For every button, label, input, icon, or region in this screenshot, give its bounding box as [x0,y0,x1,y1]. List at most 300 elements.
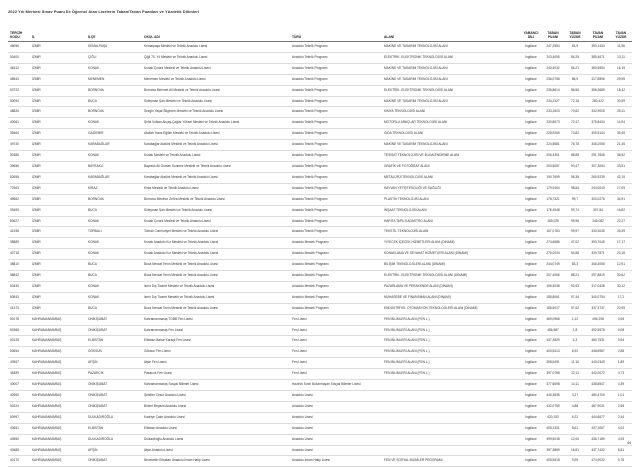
cell-taban-puan: 179,9454 [542,183,564,194]
cell-tavan-yuzde: 0,05 [610,314,632,325]
cell-dil: İngilizce [520,369,542,380]
cell-taban-puan: 274,6686 [542,238,564,249]
cell-alan: İNŞAAT TEKNOLOJİSİ ALANI [382,205,520,216]
cell-ilce: ONİKİŞUBAT [86,314,142,325]
cell-taban-yuzde: 97,44 [564,292,586,303]
cell-il: İZMİR [30,129,86,140]
cell-dil: İngilizce [520,260,542,271]
cell-il: KAHRAMANMARAŞ [30,314,86,325]
cell-tavan-yuzde: 3,73 [610,369,632,380]
cell-okul: Kadriye Çakır Anadolu Lisesi [142,412,290,423]
results-table [8,30,632,467]
cell-ilce: BAYRAKLI [86,161,142,172]
cell-tavan-yuzde: 18,42 [610,85,632,96]
cell-dil: İngilizce [520,347,542,358]
cell-taban-yuzde: 97,62 [564,303,586,314]
cell-code: 39495 [8,205,30,216]
cell-taban-puan: 230,8073 [542,118,564,129]
cell-taban-yuzde: 14,11 [564,380,586,391]
cell-dil: İngilizce [520,140,542,151]
cell-okul: Elbistan Anadolu Lisesi [142,423,290,434]
cell-ilce: KARABAĞLAR [86,172,142,183]
cell-il: KAHRAMANMARAŞ [30,369,86,380]
cell-il: KAHRAMANMARAŞ [30,412,86,423]
cell-il: İZMİR [30,281,86,292]
table-row [8,325,632,336]
cell-taban-yuzde: 3,27 [564,391,586,402]
cell-ilce: PAZARCIK [86,369,142,380]
cell-taban-puan: 203,5087 [542,161,564,172]
cell-okul: Afşin Fen Lisesi [142,358,290,369]
cell-alan: TESİSAT TEKNOLOJİSİ VE İKLİMLENDİRME ALANI [382,151,520,162]
cell-tavan-puan: 330,3045 [586,227,610,238]
cell-tavan-yuzde: 0,75 [610,456,632,467]
table-row [8,347,632,358]
cell-tur: Anadolu Teknik Programı [290,183,382,194]
cell-taban-yuzde: 99,74 [564,205,586,216]
header-ilce: İLÇE [86,30,142,42]
cell-tavan-yuzde: 4,93 [610,434,632,445]
cell-tavan-yuzde: 25,11 [610,107,632,118]
cell-il: İZMİR [30,151,86,162]
cell-tur: Fen Lisesi [290,347,382,358]
cell-tur: Anadolu Meslek Programı [290,281,382,292]
cell-code: 60843 [8,292,30,303]
cell-tur: Anadolu Teknik Programı [290,151,382,162]
table-row [8,260,632,271]
cell-taban-puan: 244,0749 [542,260,564,271]
cell-dil: İngilizce [520,314,542,325]
table-row [8,281,632,292]
cell-il: İZMİR [30,161,86,172]
cell-dil: İngilizce [520,238,542,249]
cell-okul: Kiraz Mesleki ve Teknik Anadolu Lisesi [142,183,290,194]
cell-taban-puan: 167,0783 [542,227,564,238]
cell-taban-puan: 377,6698 [542,380,564,391]
cell-dil: İngilizce [520,271,542,282]
cell-tavan-puan: 340,0754 [586,292,610,303]
cell-taban-puan: 178,7321 [542,194,564,205]
cell-code: 50224 [8,401,30,412]
cell-tur: Anadolu Lisesi [290,391,382,402]
cell-code: 60430 [8,281,30,292]
cell-taban-yuzde: 84,28 [564,52,586,63]
cell-dil: İngilizce [520,336,542,347]
cell-alan: FEN BİLİMLERİ ALANI (FEN L.) [382,369,520,380]
cell-okul: Bornova Mehmet Ali Mesleki ve Teknik Anadolu Lisesi [142,85,290,96]
cell-alan: MAKİNE VE TASARIM TEKNOLOJİSİ ALANI [382,140,520,151]
cell-okul: Buca Nevzat Tenin Mesleki ve Teknik Anadolu Lisesi [142,260,290,271]
cell-tavan-yuzde: 16,19 [610,63,632,74]
cell-okul: Bülent Beyazıt Anadolu Lisesi [142,401,290,412]
cell-okul: Elbistan Bahar Karaçil Fen Lisesi [142,336,290,347]
cell-tavan-yuzde: 0,54 [610,336,632,347]
cell-taban-puan: 399,5018 [542,434,564,445]
cell-il: KAHRAMANMARAŞ [30,445,86,456]
cell-tur: Anadolu Teknik Programı [290,107,382,118]
cell-tavan-puan: 317,8596 [586,74,610,85]
table-row [8,118,632,129]
cell-il: İZMİR [30,205,86,216]
cell-code: 46312 [8,63,30,74]
cell-dil: İngilizce [520,303,542,314]
cell-taban-yuzde: 1,8 [564,325,586,336]
cell-code: 80627 [8,216,30,227]
table-row [8,412,632,423]
cell-code: 48826 [8,107,30,118]
table-row [8,227,632,238]
table-row [8,401,632,412]
cell-ilce: KONAK [86,292,142,303]
cell-taban-puan: 206,3301 [542,151,564,162]
table-row [8,434,632,445]
cell-il: KAHRAMANMARAŞ [30,347,86,358]
cell-alan: MAKİNE VE TASARIM TEKNOLOJİSİ ALANI [382,63,520,74]
cell-tavan-yuzde: 25,39 [610,227,632,238]
cell-tavan-puan: 438,8547 [586,380,610,391]
cell-tur: Fen Lisesi [290,358,382,369]
cell-alan: MAKİNE VE TASARIM TEKNOLOJİSİ ALANI [382,42,520,53]
cell-tavan-yuzde: 0,08 [610,325,632,336]
cell-tavan-puan: 244,0043 [586,183,610,194]
table-row [8,74,632,85]
table-row [8,140,632,151]
cell-okul: Afşin Anadolu Lisesi [142,445,290,456]
cell-taban-yuzde: 1,12 [564,314,586,325]
cell-dil: İngilizce [520,107,542,118]
cell-tavan-yuzde: 2,85 [610,347,632,358]
table-row [8,42,632,53]
cell-tavan-puan: 380,5954 [586,63,610,74]
cell-tavan-yuzde: 30,62 [610,271,632,282]
cell-taban-yuzde: 86,9 [564,74,586,85]
cell-tavan-puan: 443,0349 [586,358,610,369]
cell-code: 38889 [8,238,30,249]
cell-tavan-yuzde: 42,15 [610,172,632,183]
cell-taban-puan: 234,2327 [542,96,564,107]
cell-okul: Süleyman Şah Mesleki ve Teknik Anadolu Lisesi [142,205,290,216]
cell-code: 48459 [8,369,30,380]
cell-code: 50722 [8,85,30,96]
table-body [8,42,632,467]
cell-tur: Fen Lisesi [290,336,382,347]
cell-taban-puan: 169,025 [542,216,564,227]
cell-okul: Pazarcık Fen Lisesi [142,369,290,380]
table-row [8,391,632,402]
cell-tur: Anadolu Meslek Programı [290,303,382,314]
cell-dil: İngilizce [520,85,542,96]
cell-dil: İngilizce [520,358,542,369]
cell-code: 38842 [8,271,30,282]
cell-alan: MAKİNE VE TASARIM TEKNOLOJİSİ ALANI [382,96,520,107]
cell-tur: Fen Lisesi [290,325,382,336]
cell-okul: Torbalı Cumhuriyet Mesleki ve Teknik Anadolu Lisesi [142,227,290,238]
cell-okul: İzmir Dış Ticaret Mesleki ve Teknik Anadolu Lisesi [142,292,290,303]
document-title: 2022 Yılı Merkezi Sınav Puanı İle Öğrenci Alan Liselerin Taban/Tavan Puanları ve Yüzdelik Dilimleri [8,9,200,14]
cell-tavan-yuzde: 4,39 [610,380,632,391]
cell-alan [382,391,520,402]
table-header-row [8,30,632,42]
cell-taban-puan: 190,7699 [542,172,564,183]
cell-code: 50094 [8,96,30,107]
table-row [8,63,632,74]
cell-il: İZMİR [30,216,86,227]
cell-dil: İngilizce [520,456,542,467]
cell-alan: FEN BİLİMLERİ ALANI (FEN L.) [382,314,520,325]
cell-dil: İngilizce [520,216,542,227]
cell-dil: İngilizce [520,249,542,260]
cell-code: 50997 [8,412,30,423]
cell-alan [382,412,520,423]
cell-alan: TEKSTİL TEKNOLOJİSİ ALANI [382,227,520,238]
cell-alan: MOTORLU ARAÇLAR TEKNOLOJİSİ ALANI [382,118,520,129]
cell-alan: BİLİŞİM TEKNOLOJİLERİ ALANI (DİNAMİ) [382,260,520,271]
cell-code: 40557 [8,358,30,369]
cell-ilce: TORBALI [86,227,142,238]
cell-il: KAHRAMANMARAŞ [30,391,86,402]
cell-tavan-yuzde: 35,45 [610,129,632,140]
cell-tur: Anadolu Teknik Programı [290,96,382,107]
cell-dil: İngilizce [520,194,542,205]
cell-alan: METALÜRJİ TEKNOLOJİSİ ALANI [382,172,520,183]
page-number: 44 [627,441,631,445]
cell-tavan-puan: 346,2056 [586,140,610,151]
cell-ilce: BORNOVA [86,194,142,205]
cell-il: İZMİR [30,194,86,205]
cell-dil: İngilizce [520,423,542,434]
cell-okul: Konak Anadolu Kız Mesleki ve Teknik Anadolu Lisesi [142,249,290,260]
cell-ilce: ONİKİŞUBAT [86,401,142,412]
cell-ilce: KARABAĞLAR [86,140,142,151]
cell-tavan-puan: 345,082 [586,216,610,227]
cell-alan [382,445,520,456]
cell-taban-puan: 224,5681 [542,140,564,151]
cell-tur: Anadolu Teknik Programı [290,216,382,227]
cell-taban-yuzde: 4,3 [564,336,586,347]
cell-okul: Necmettin Erbakan Anadolu İmam Hatip Lisesi [142,456,290,467]
cell-dil: İngilizce [520,172,542,183]
cell-tavan-puan: 444,6677 [586,412,610,423]
cell-dil: İngilizce [520,325,542,336]
cell-alan: MUHASEBE VE FİNANSMAN ALANI (DİNAMİ) [382,292,520,303]
cell-tur: Anadolu İmam Hatip Lisesi [290,456,382,467]
cell-okul: Göksun Fen Lisesi [142,347,290,358]
table-row [8,96,632,107]
cell-dil: İngilizce [520,281,542,292]
cell-tavan-puan: 437,7432 [586,445,610,456]
table-row [8,205,632,216]
cell-taban-puan: 240,4032 [542,63,564,74]
cell-ilce: BORNOVA [86,107,142,118]
cell-tavan-puan: 307,3094 [586,161,610,172]
cell-alan [382,434,520,445]
cell-tavan-yuzde: 11,56 [610,42,632,53]
cell-tavan-puan: 467,9031 [586,401,610,412]
cell-tavan-yuzde: 17,2 [610,292,632,303]
cell-taban-puan: 440,3835 [542,391,564,402]
cell-tavan-yuzde: 4,02 [610,423,632,434]
cell-okul: Kahramanmaraş Fen Lisesi [142,325,290,336]
cell-alan [382,401,520,412]
cell-tavan-yuzde: 33,51 [610,161,632,172]
cell-tur: Anadolu Teknik Programı [290,52,382,63]
cell-tavan-puan: 480,7531 [586,336,610,347]
cell-okul: Konak Anadolu Kız Mesleki ve Teknik Anadolu Lisesi [142,238,290,249]
cell-taban-puan: 236,0756 [542,74,564,85]
cell-tavan-yuzde: 13,11 [610,52,632,63]
cell-alan: KONAKLAMA VE SEYAHAT HİZMETLERİ ALANI (DİNAMİ) [382,249,520,260]
table-row [8,336,632,347]
cell-taban-puan: 398,5491 [542,358,564,369]
cell-tur: Anadolu Teknik Programı [290,140,382,151]
header-taban-puan: TABAN PUANI [542,30,564,42]
cell-tur: Anadolu Meslek Programı [290,271,382,282]
cell-tavan-yuzde: 34,91 [610,194,632,205]
cell-dil: İngilizce [520,96,542,107]
cell-taban-yuzde: 9,99 [564,456,586,467]
cell-okul: Bayraklı Ali Osman Sonmez Mesleki ve Teknik Anadolu Lisesi [142,161,290,172]
cell-il: İZMİR [30,140,86,151]
cell-tur: Anadolu Lisesi [290,412,382,423]
table-row [8,314,632,325]
cell-code: 49740 [8,140,30,151]
cell-ilce: KONAK [86,216,142,227]
cell-tavan-puan: 291,7848 [586,151,610,162]
cell-okul: Buca Nevzat Tenin Mesleki ve Teknik Anadolu Lisesi [142,271,290,282]
cell-okul: Süleyman Şah Mesleki ve Teknik Anadolu Lisesi [142,96,290,107]
cell-ilce: MENEMEN [86,74,142,85]
cell-tavan-puan: 300,0276 [586,194,610,205]
cell-ilce: GAZİEMİR [86,129,142,140]
cell-il: KAHRAMANMARAŞ [30,380,86,391]
cell-alan: GRAFİK VE FOTOĞRAF ALANI [382,161,520,172]
cell-tur: Anadolu Teknik Programı [290,161,382,172]
cell-alan: FEN BİLİMLERİ ALANI (FEN L.) [382,325,520,336]
cell-alan [382,380,520,391]
cell-tavan-yuzde: 30,59 [610,96,632,107]
table-row [8,183,632,194]
cell-il: KAHRAMANMARAŞ [30,423,86,434]
table-row [8,445,632,456]
cell-taban-puan: 247,2554 [542,42,564,53]
cell-code: 40718 [8,249,30,260]
cell-tavan-yuzde: 23,16 [610,249,632,260]
cell-ilce: KONAK [86,249,142,260]
cell-il: İZMİR [30,238,86,249]
cell-tur: Anadolu Lisesi [290,434,382,445]
cell-okul: Atatürk Hava Eğitim Mesleki ve Teknik Anadolu Lisesi [142,129,290,140]
cell-dil: İngilizce [520,412,542,423]
cell-alan: FEN BİLİMLERİ ALANI (FEN L.) [382,347,520,358]
cell-tavan-puan: 492,5578 [586,325,610,336]
cell-tavan-puan: 309,5144 [586,129,610,140]
cell-taban-yuzde: 90,47 [564,161,586,172]
cell-alan: ENDÜSTRİYEL OTOMASYON TEKNOLOJİLERİ ALANI (DİNAMİ) [382,303,520,314]
cell-taban-puan: 185,5017 [542,303,564,314]
cell-alan: ELEKTRİK- ELEKTRONİK TEKNOLOJİSİ ALANI [382,52,520,63]
cell-tavan-puan: 346,4056 [586,260,610,271]
cell-taban-puan: 469,0968 [542,314,564,325]
table-row [8,107,632,118]
cell-tavan-puan: 332,9005 [586,107,610,118]
table-row [8,172,632,183]
cell-tur: Anadolu Teknik Programı [290,205,382,216]
cell-code: 72363 [8,183,30,194]
cell-okul: Konak Çınarlı Mesleki ve Teknik Anadolu Lisesi [142,216,290,227]
cell-ilce: ONİKİŞUBAT [86,391,142,402]
cell-taban-puan: 196,5038 [542,281,564,292]
cell-alan: HAYVAN YETİŞTİRİCİLİĞİ VE SAĞLIĞI [382,183,520,194]
cell-alan: FEN VE SOSYAL BİLİMLER PROGRAMI [382,456,520,467]
cell-code: 40007 [8,380,30,391]
cell-taban-puan: 400,5413 [542,347,564,358]
table-row [8,456,632,467]
cell-ilce: ELBİSTAN [86,423,142,434]
cell-tavan-puan: 385,4671 [586,52,610,63]
table-row [8,52,632,63]
cell-tavan-yuzde: 1,01 [610,391,632,402]
table-row [8,271,632,282]
cell-ilce: KONAK [86,63,142,74]
cell-alan: GIDA TEKNOLOJİSİ ALANI [382,129,520,140]
cell-il: İZMİR [30,172,86,183]
cell-tavan-puan: 375,8434 [586,118,610,129]
cell-ilce: BUCA [86,271,142,282]
cell-okul: Bornova Mesthur Zehra Mesleki ve Teknik Anadolu Lisesi [142,194,290,205]
cell-taban-yuzde: 16,81 [564,445,586,456]
table-row [8,161,632,172]
cell-okul: Dulkadiroğlu Anadolu Lisesi [142,434,290,445]
cell-tavan-puan: 260,9239 [586,172,610,183]
table-row [8,358,632,369]
cell-tur: Anadolu Teknik Programı [290,85,382,96]
cell-ilce: ONİKİŞUBAT [86,325,142,336]
cell-il: KAHRAMANMARAŞ [30,358,86,369]
cell-tur: Anadolu Meslek Programı [290,292,382,303]
header-code: TERCİH KODU [8,30,30,42]
cell-tavan-yuzde: 17,09 [610,183,632,194]
cell-code: 40488 [8,445,30,456]
header-tavan-puan: TAVAN PUANI [586,30,610,42]
cell-alan: FEN BİLİMLERİ ALANI (FEN L.) [382,358,520,369]
cell-il: İZMİR [30,227,86,238]
cell-taban-yuzde: 4,88 [564,401,586,412]
cell-ilce: DULKADİROĞLU [86,434,142,445]
cell-taban-puan: 276,0034 [542,249,564,260]
table-row [8,194,632,205]
table-row [8,85,632,96]
cell-il: İZMİR [30,74,86,85]
cell-dil: İngilizce [520,227,542,238]
cell-taban-puan: 207,4066 [542,271,564,282]
cell-il: İZMİR [30,292,86,303]
cell-code: 40550 [8,434,30,445]
cell-dil: İngilizce [520,434,542,445]
cell-tur: Anadolu Lisesi [290,445,382,456]
cell-taban-puan: 405,5518 [542,456,564,467]
header-taban-yuzde: TABAN YÜZDE [564,30,586,42]
cell-dil: İngilizce [520,118,542,129]
cell-taban-yuzde: 92,93 [564,281,586,292]
cell-code: 50400 [8,52,30,63]
cell-okul: Kemalpaşa Mesleki ve Teknik Anadolu Lisesi [142,42,290,53]
cell-taban-puan: 456,587 [542,325,564,336]
cell-dil: İngilizce [520,74,542,85]
table-row [8,292,632,303]
cell-dil: İngilizce [520,151,542,162]
cell-taban-yuzde: 98,84 [564,183,586,194]
table-row [8,151,632,162]
